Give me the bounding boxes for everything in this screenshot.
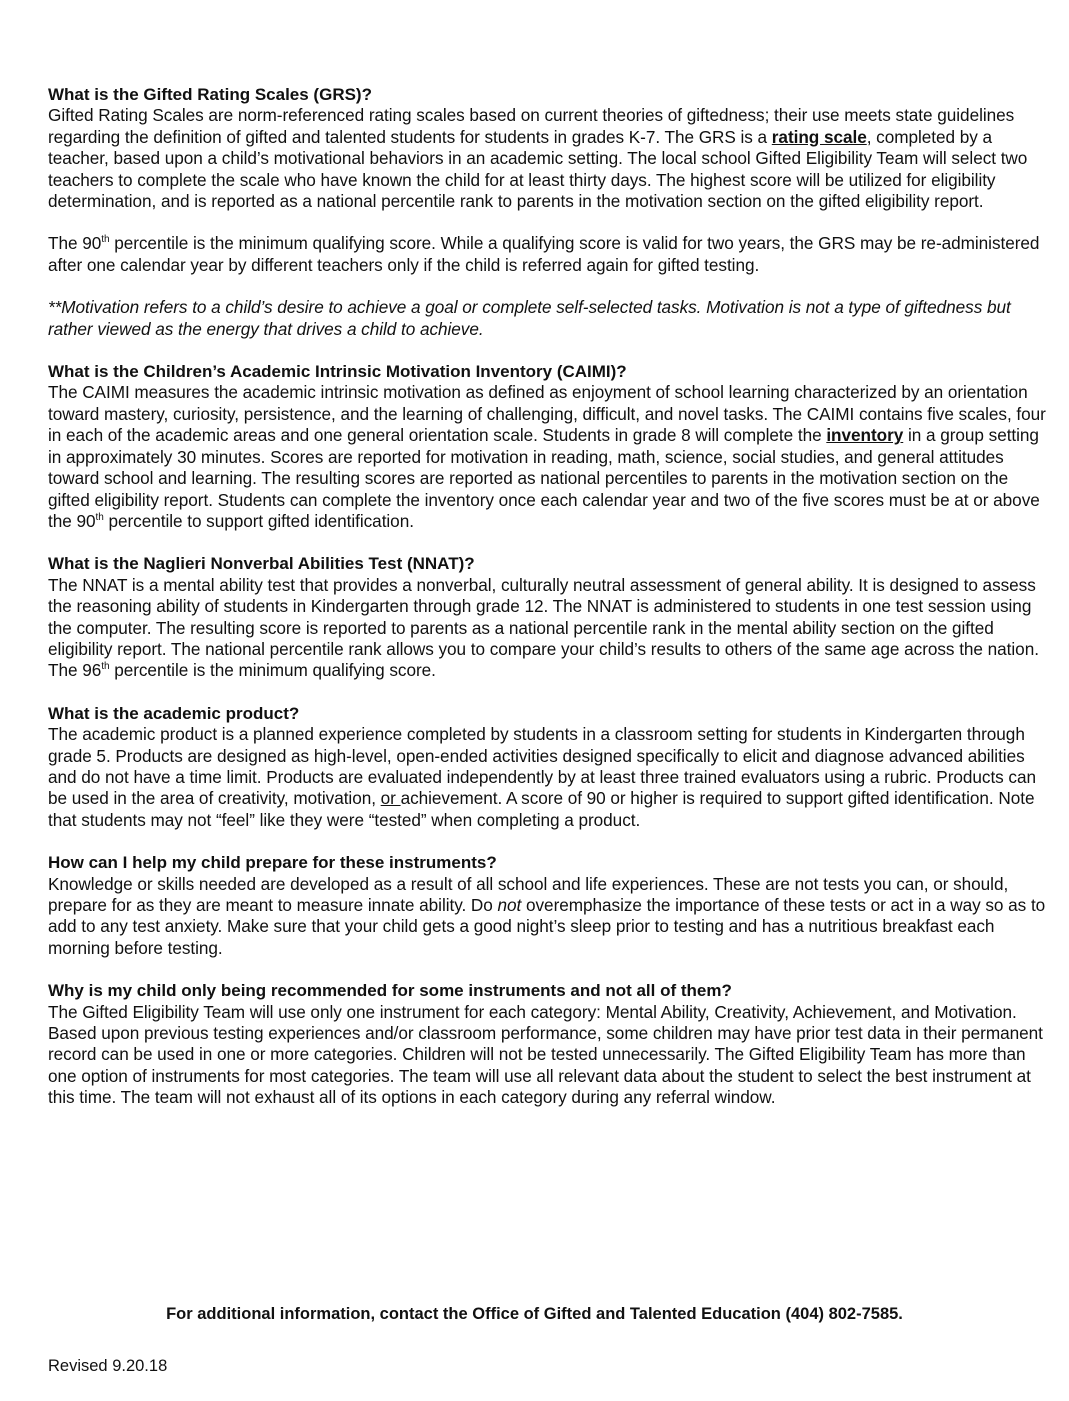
caimi-text-c: percentile to support gifted identification. bbox=[103, 510, 414, 531]
superscript-th: th bbox=[101, 661, 110, 673]
grs-p2-text-b: percentile is the minimum qualifying score. While a qualifying score is valid for two years, the GRS may be re-administered after one calendar year by different teachers only if the child is referred again for gifted testing. bbox=[48, 233, 1040, 275]
section-grs bbox=[48, 84, 1052, 340]
or-underlined: or bbox=[380, 788, 401, 809]
grs-paragraph-1 bbox=[48, 105, 1052, 212]
grs-heading: What is the Gifted Rating Scales (GRS)? bbox=[48, 85, 372, 104]
section-caimi bbox=[48, 361, 1052, 532]
inventory-link[interactable]: inventory bbox=[826, 425, 904, 446]
rating-scale-link[interactable]: rating scale bbox=[771, 126, 867, 147]
grs-p2-text-a: The 90 bbox=[48, 233, 102, 254]
section-nnat bbox=[48, 553, 1052, 681]
grs-p1-text-b: , completed by a teacher, based upon a child’s motivational behaviors in an academic setting. The local school Gifted Eligibility Team will select two teachers to complete the scale who have known the child for at least thirty days. The highest score will be utilized for eligibility determination, and is reported as a national percentile rank to parents in the motivation section on the gifted eligibility report. bbox=[48, 126, 1028, 212]
recommendation-paragraph: The Gifted Eligibility Team will use only one instrument for each category: Mental Ability, Creativity, Achievement, and Motivation. Based upon previous testing experiences and/or classroom performance, some children may have prior test data in their permanent record can be used in one or more categories. Children will not be tested unnecessarily. The Gifted Eligibility Team has more than one option of instruments for most categories. The team will use all relevant data about the student to select the best instrument at this time. The team will not exhaust all of its options in each category during any referral window. bbox=[48, 1001, 1043, 1108]
preparation-text-b: overemphasize the importance of these tests or act in a way so as to add to any test anxiety. Make sure that your child gets a good night’s sleep prior to testing and has a nutritious breakfast each morning before testing. bbox=[48, 895, 1046, 958]
preparation-heading: How can I help my child prepare for these instruments? bbox=[48, 853, 497, 873]
section-academic-product bbox=[48, 703, 1052, 831]
contact-info: For additional information, contact the Office of Gifted and Talented Education (404) 802-7585. bbox=[166, 1305, 903, 1323]
section-preparation bbox=[48, 852, 1052, 959]
section-recommendation bbox=[48, 980, 1052, 1108]
spacer bbox=[48, 276, 1052, 297]
superscript-th: th bbox=[101, 234, 110, 246]
grs-paragraph-2 bbox=[48, 233, 1052, 276]
grs-p1-text-a: Gifted Rating Scales are norm-referenced rating scales based on current theories of giftedness; their use meets state guidelines regarding the definition of gifted and talented students for students in grades K-7. The GRS is a bbox=[48, 105, 1015, 147]
spacer bbox=[48, 212, 1052, 233]
preparation-paragraph bbox=[48, 874, 1052, 960]
nnat-text-b: percentile is the minimum qualifying score. bbox=[109, 660, 436, 681]
caimi-paragraph bbox=[48, 382, 1052, 532]
motivation-note: **Motivation refers to a child’s desire to achieve a goal or complete self-selected tasks. Motivation is not a type of giftedness but rather viewed as the energy that drives a child to achieve. bbox=[48, 297, 1011, 339]
academic-product-text-b: achievement. A score of 90 or higher is required to support gifted identification. Note that students may not “feel” like they were “tested” when completing a product. bbox=[48, 788, 1035, 830]
academic-product-text-a: The academic product is a planned experience completed by students in a classroom setting for students in Kindergarten through grade 5. Products are designed as high-level, open-ended activities designed specifically to elicit and diagnose advanced abilities and do not have a time limit. Products are evaluated independently by at least three trained evaluators using a rubric. Products can be used in the area of creativity, motivation, bbox=[48, 724, 1036, 809]
nnat-text-a: The NNAT is a mental ability test that provides a nonverbal, culturally neutral assessment of general ability. It is designed to assess the reasoning ability of students in Kindergarten through grade 12. The NNAT is administered to students in one test session using the computer. The resulting score is reported to parents as a national percentile rank in the mental ability section on the gifted eligibility report. The national percentile rank allows you to compare your child’s results to others of the same age across the nation. The 96 bbox=[48, 574, 1039, 681]
superscript-th: th bbox=[95, 511, 104, 523]
preparation-text-a: Knowledge or skills needed are developed as a result of all school and life experiences. These are not tests you can, or should, prepare for as they are meant to measure innate ability. Do bbox=[48, 873, 1009, 915]
academic-product-heading: What is the academic product? bbox=[48, 703, 300, 723]
caimi-text-b: in a group setting in approximately 30 minutes. Scores are reported for motivation in reading, math, science, social studies, and general attitudes toward school and learning. The resulting scores are reported as national percentiles to parents in the motivation section on the gifted eligibility report. Students can complete the inventory once each calendar year and two of the five scores must be at or above the 90 bbox=[48, 425, 1040, 531]
nnat-paragraph bbox=[48, 575, 1052, 682]
caimi-heading: What is the Children’s Academic Intrinsic Motivation Inventory (CAIMI)? bbox=[48, 362, 627, 382]
revised-date: Revised 9.20.18 bbox=[48, 1357, 168, 1375]
not-emphasis: not bbox=[497, 895, 522, 915]
caimi-text-a: The CAIMI measures the academic intrinsic motivation as defined as enjoyment of school learning characterized by an orientation toward mastery, curiosity, persistence, and the learning of challenging, difficult, and novel tasks. The CAIMI contains five scales, four in each of the academic areas and one general orientation scale. Students in grade 8 will complete the bbox=[48, 382, 1046, 446]
nnat-heading: What is the Naglieri Nonverbal Abilities Test (NNAT)? bbox=[48, 554, 475, 574]
document-body bbox=[48, 84, 1052, 1130]
recommendation-heading: Why is my child only being recommended for some instruments and not all of them? bbox=[48, 981, 732, 1001]
academic-product-paragraph bbox=[48, 724, 1052, 831]
